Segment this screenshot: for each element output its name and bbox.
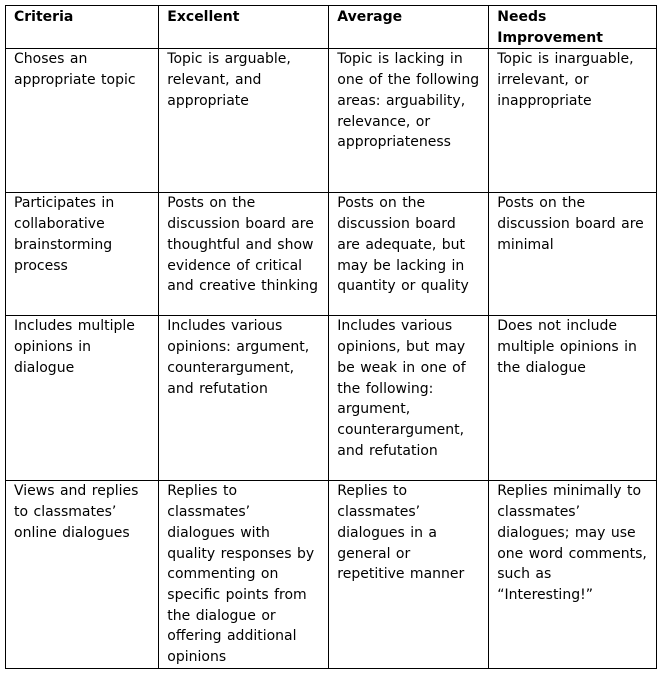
rubric-table	[5, 5, 657, 669]
cell-criteria: Choses an appropriate topic	[6, 49, 159, 193]
table-row	[6, 193, 657, 316]
table-row	[6, 316, 657, 481]
cell-needs-improvement: Posts on the discussion board are minimal	[489, 193, 657, 316]
header-row	[6, 6, 657, 49]
header-excellent: Excellent	[159, 6, 329, 49]
header-needs-improvement: Needs Improvement	[489, 6, 657, 49]
cell-needs-improvement: Topic is inarguable, irrelevant, or inappropriate	[489, 49, 657, 193]
table-row	[6, 481, 657, 668]
cell-average: Posts on the discussion board are adequate, but may be lacking in quantity or quality	[329, 193, 489, 316]
cell-average: Topic is lacking in one of the following areas: arguability, relevance, or appropriateness	[329, 49, 489, 193]
cell-excellent: Includes various opinions: argument, counterargument, and refutation	[159, 316, 329, 481]
cell-average: Replies to classmates’ dialogues in a general or repetitive manner	[329, 481, 489, 668]
cell-excellent: Replies to classmates’ dialogues with quality responses by commenting on specific points from the dialogue or offering additional opinions	[159, 481, 329, 668]
cell-criteria: Participates in collaborative brainstorming process	[6, 193, 159, 316]
cell-average: Includes various opinions, but may be weak in one of the following: argument, counterargument, and refutation	[329, 316, 489, 481]
cell-excellent: Topic is arguable, relevant, and appropriate	[159, 49, 329, 193]
cell-needs-improvement: Does not include multiple opinions in the dialogue	[489, 316, 657, 481]
table-row	[6, 49, 657, 193]
cell-needs-improvement: Replies minimally to classmates’ dialogues; may use one word comments, such as “Interesting!”	[489, 481, 657, 668]
header-average: Average	[329, 6, 489, 49]
header-criteria: Criteria	[6, 6, 159, 49]
cell-excellent: Posts on the discussion board are thoughtful and show evidence of critical and creative thinking	[159, 193, 329, 316]
cell-criteria: Includes multiple opinions in dialogue	[6, 316, 159, 481]
cell-criteria: Views and replies to classmates’ online dialogues	[6, 481, 159, 668]
